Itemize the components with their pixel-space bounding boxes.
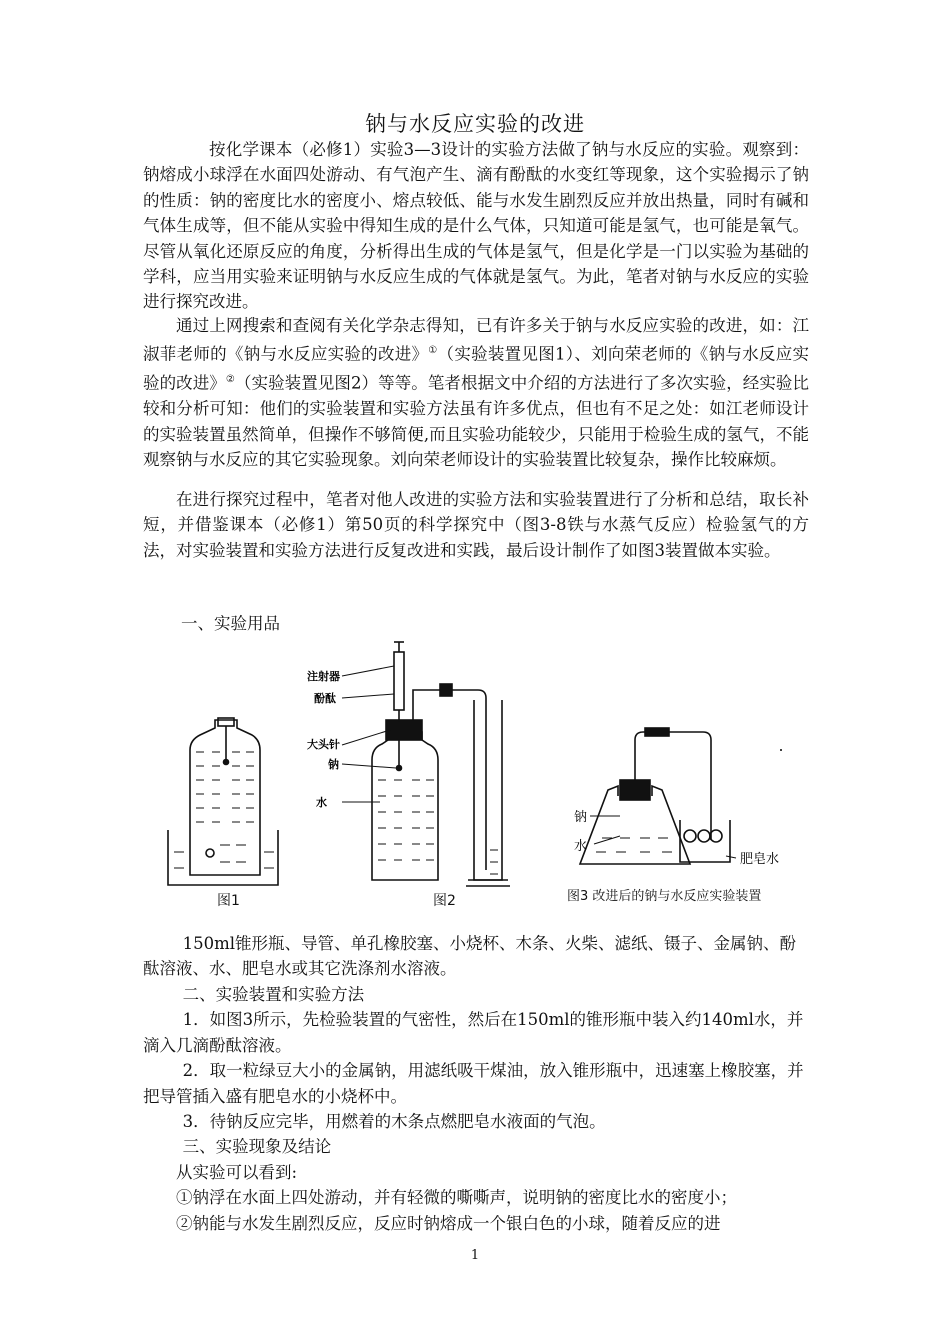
materials-text: 150ml锥形瓶、导管、单孔橡胶塞、小烧杯、木条、火柴、滤纸、镊子、金属钠、酚酞溶液、水、肥皂水或其它洗涤剂水溶液。 xyxy=(143,934,797,979)
paragraph-text: 按化学课本（必修1）实验3—3设计的实验方法做了钠与水反应的实验。观察到：钠熔成小球浮在水面四处游动、有气泡产生、滴有酚酞的水变红等现象，这个实验揭示了钠的性质：钠的密度比水的密度小、熔点较低、能与水发生剧烈反应并放出热量，同时有碱和气体生成等，但不能从实验中得知生成的是什么气体，只知道可能是氢气，也可能是氧气。尽管从氧化还原反应的角度，分析得出生成的气体是氢气，但是化学是一门以实验为基础的学科，应当用实验来证明钠与水反应生成的气体就是氢气。为此，笔者对钠与水反应的实验进行探究改进。 xyxy=(143,140,809,312)
paragraph-text: 在进行探究过程中，笔者对他人改进的实验方法和实验装置进行了分析和总结，取长补短，并借鉴课本（必修1）第50页的科学探究中（图3-8铁与水蒸气反应）检验氢气的方法，对实验装置和实验方法进行反复改进和实践，最后设计制作了如图3装置做本实验。 xyxy=(143,490,809,560)
section-heading-methods: 二、实验装置和实验方法 xyxy=(182,985,365,1004)
method-step: 3．待钠反应完毕，用燃着的木条点燃肥皂水液面的气泡。 xyxy=(182,1112,606,1132)
paragraph-text: 通过上网搜索和查阅有关化学杂志得知，已有许多关于钠与水反应实验的改进，如：江淑菲老师的《钠与水反应实验的改进》 xyxy=(143,316,809,364)
observation-item: ①钠浮在水面上四处游动，并有轻微的嘶嘶声，说明钠的密度比水的密度小； xyxy=(176,1188,737,1208)
label-needle: 大头针 xyxy=(307,738,340,751)
paragraph-intro xyxy=(143,137,809,315)
page-number: 1 xyxy=(470,1248,480,1263)
figure1-caption: 图1 xyxy=(217,893,240,909)
label-soapy-water: 肥皂水 xyxy=(740,852,780,867)
paragraph-references xyxy=(143,313,809,472)
figure2-caption: 图2 xyxy=(433,893,456,909)
label-water-fig3: 水 xyxy=(574,839,588,854)
figure3-caption: 图3 改进后的钠与水反应实验装置 xyxy=(567,889,762,904)
figure1-apparatus xyxy=(168,718,278,885)
section-heading-results: 三、实验现象及结论 xyxy=(182,1137,332,1157)
figure3-apparatus xyxy=(580,728,782,864)
materials-list xyxy=(143,931,809,982)
method-step: 2．取一粒绿豆大小的金属钠，用滤纸吸干煤油，放入锥形瓶中，迅速塞上橡胶塞，并把导管插入盛有肥皂水的小烧杯中。 xyxy=(143,1061,804,1106)
paragraph-text: （实验装置见图2）等等。笔者根据文中介绍的方法进行了多次实验，经实验比较和分析可知：他们的实验装置和实验方法虽有许多优点，但也有不足之处：如江老师设计的实验装置虽然简单，但操作不够简便,而且实验功能较少，只能用于检验生成的氢气，不能观察钠与水反应的其它实验现象。刘向荣老师设计的实验装置比较复杂，操作比较麻烦。 xyxy=(143,373,810,470)
observation-item: ②钠能与水发生剧烈反应，反应时钠熔成一个银白色的小球，随着反应的进 xyxy=(176,1213,721,1233)
label-sodium-fig3: 钠 xyxy=(574,810,588,825)
label-phenolphthalein: 酚酞 xyxy=(314,692,336,705)
observation-intro: 从实验可以看到: xyxy=(176,1162,298,1182)
figure2-apparatus xyxy=(342,642,510,886)
paragraph-text: （实验装置见图1）、刘向荣老师的《钠与水反应实验的改进》 xyxy=(143,344,809,393)
footnote-ref: ① xyxy=(428,345,438,357)
label-syringe: 注射器 xyxy=(307,670,340,683)
method-step: 1．如图3所示，先检验装置的气密性，然后在150ml的锥形瓶中装入约140ml水，并滴入几滴酚酞溶液。 xyxy=(143,1010,804,1055)
methods-section xyxy=(143,982,809,1236)
paragraph-design xyxy=(143,487,809,563)
section-heading-materials: 一、实验用品 xyxy=(181,614,280,633)
label-sodium: 钠 xyxy=(328,758,339,771)
apparatus-figure xyxy=(150,640,810,910)
label-water: 水 xyxy=(316,796,327,809)
page-title: 钠与水反应实验的改进 xyxy=(365,112,585,136)
footnote-ref: ② xyxy=(225,374,235,386)
apparatus-drawing xyxy=(150,640,810,910)
